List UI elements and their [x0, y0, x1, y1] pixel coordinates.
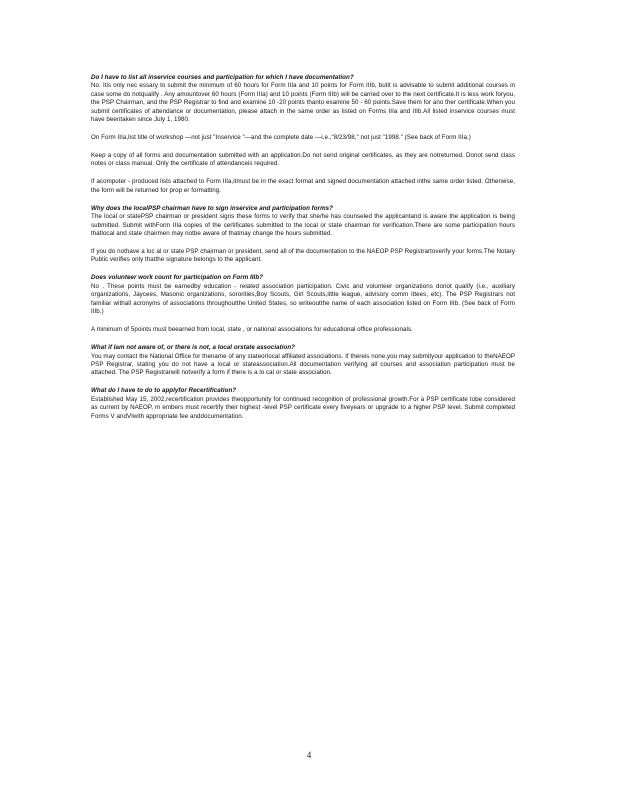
paragraph-text: On Form IIIa,list title of workshop —not just "Inservice "—and the complete date —i.e.,"8/23/98," not just "1998." (See back of Form IIIa.): [91, 134, 471, 142]
question-heading: What do I have to do to applyfor Recertification?: [91, 387, 237, 395]
paragraph-text: If acomputer - produced lists attached to Form IIIa,itmust be in the exact format and signed documentation attached inthe same order listed. Otherwise, the form will be returned for prop er formatting.: [91, 178, 515, 194]
page-number: 4: [306, 750, 312, 760]
paragraph-computer-produced: [91, 178, 515, 195]
question-heading: What if Iam not aware of, or there is not, a local orstate association?: [91, 344, 295, 352]
paragraph-keep-copy: [91, 152, 515, 169]
paragraph-text: If you do nothave a loc al or state PSP chairman or president, send all of the documentation to the NAEOP PSP Registrartoverify your forms.The Notary Public verifies only thatthe signature belongs to the applicant.: [91, 248, 515, 264]
page-body: [91, 74, 515, 431]
paragraph-documentation-list: [91, 74, 515, 124]
paragraph-volunteer-work: [91, 274, 515, 316]
paragraph-text: A minimum of 5points must beearned from local, state , or national associations for educational office professionals.: [91, 326, 413, 334]
paragraph-text: The local or statePSP chairman or president signs these forms to verify that she/he has counseled the applicantand is aware the application is being submitted. Submit withForm IIIa copies of the certificates submitted to the local or state chairman for verification.There are some participation hours thatlocal and state chairmen may notbe aware of thatmay change the hours submitted.: [91, 213, 515, 238]
paragraph-text: Keep a copy of all forms and documentation submitted with an application.Do not send original certificates, as they are notreturned. Donot send class notes or class manual. Only the certificate of attendanceis required.: [91, 152, 515, 168]
paragraph-text: No. Itis only nec essary to submit the minimum of 60 hours for Form IIIa and 10 points for Form IIIb, butit is advisable to submit additional courses in case some do notqualify . Any amountover 60 hours (Form IIIa) and 10 points (Form IIIb) will be carried over to the next certificate.It is less work foryou, the PSP Chairman, and the PSP Registrar to find and examine 10 -20 points thanto examine 50 - 60 points.Save them for ano ther certificate.When you submit certificates of attendance or documentation, please attach in the same order as listed on Forms IIIa and IIIb.All listed inservice courses must have beentaken since July 1, 1980.: [91, 82, 515, 124]
paragraph-recertification: [91, 387, 515, 421]
paragraph-no-chairman: [91, 248, 515, 265]
question-heading: Why does the localPSP chairman have to sign inservice and participation forms?: [91, 204, 333, 212]
paragraph-text: Established May 15, 2002,recertification provides theopportunity for continued recognition of professional growth.For a PSP certificate tobe considered as current by NAEOP, m embers must recertify their highest -level PSP certificate every fiveyears or upgrade to a higher PSP level. Submit completed Forms V andVIwith appropriate fee anddocumentation.: [91, 395, 515, 420]
question-heading: Do I have to list all inservice courses and participation for which I have documentation?: [91, 74, 354, 81]
paragraph-minimum-points: [91, 326, 515, 334]
paragraph-chairman-sign: [91, 205, 515, 239]
paragraph-text: No . These points must be earnedby education - related association participation. Civic and volunteer organizations donot qualify (i.e., auxiliary organizations, Jaycees, Masonic organizations, sororities,Boy Scouts, Girl Scouts,little league, advisory comm ittees, etc). The PSP Registrars not familiar withall acronyms of associations throughoutthe United States, so writeoutthe name of each association listed on Form IIIb. (See back of Form IIIb.): [91, 282, 515, 316]
paragraph-form-iiia-title: [91, 134, 515, 142]
paragraph-no-association: [91, 344, 515, 378]
question-heading: Does volunteer work count for participation on Form IIIb?: [91, 274, 263, 282]
paragraph-text: You may contact the National Office for thename of any stateorlocal affiliated associations. If thereis none,you may submityour application to theNAEOP PSP Registrar, stating you do not have a local or stateassociation.All documentation verifying all courses and association participation must be attached. The PSP Registrarwill notverify a form if there is a lo cal or state association.: [91, 352, 515, 377]
